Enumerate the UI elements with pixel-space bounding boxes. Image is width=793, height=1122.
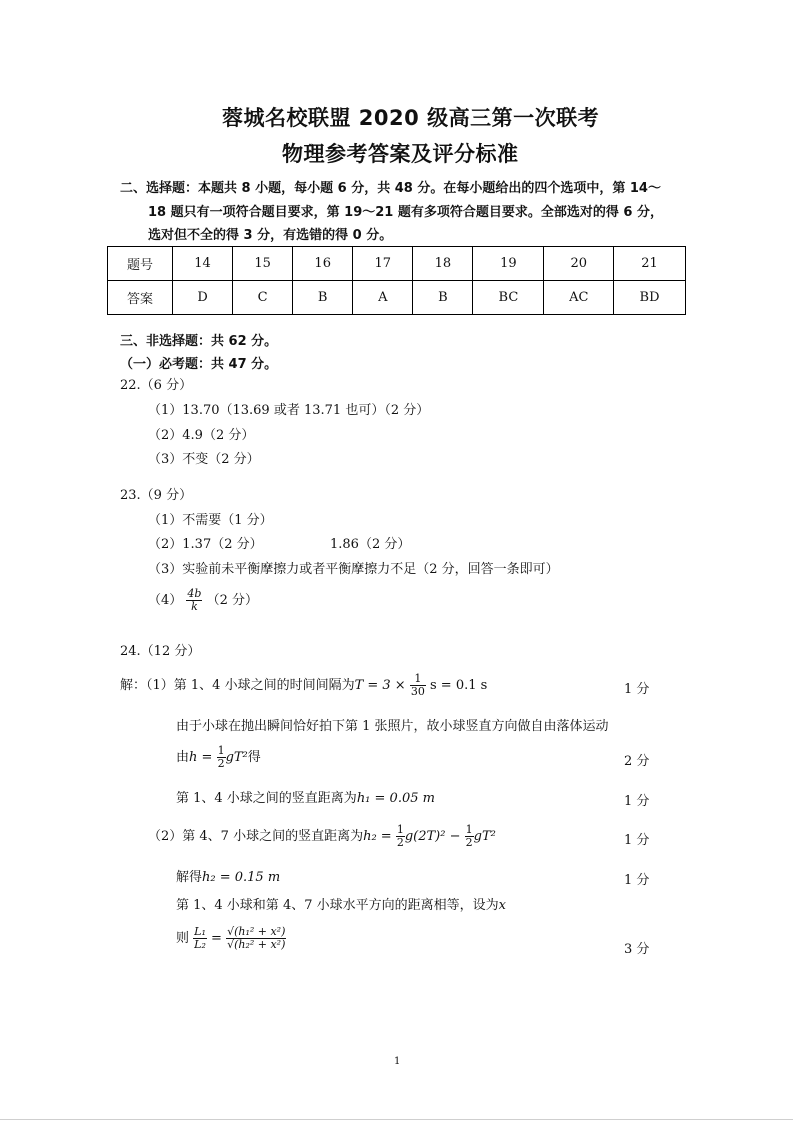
q24-line-8-text: 则 [176,931,190,946]
table-cell-number: 16 [293,247,353,281]
document-subtitle: 物理参考答案及评分标准 [282,142,519,166]
equation-part: h = [189,750,213,765]
section3-title: 三、非选择题：共 62 分。 [120,334,278,349]
document-title: 蓉城名校联盟 2020 级高三第一次联考 [222,106,600,130]
table-cell-number: 20 [544,247,614,281]
section3-subtitle: （一）必考题：共 47 分。 [120,357,278,372]
equation-part: s = 0.1 s [429,678,488,693]
fraction-denominator: 2 [217,757,225,770]
fraction-numerator: 1 [465,823,473,836]
fraction-denominator: √(h₂² + x²) [227,938,286,951]
score-label: 3 分 [624,942,650,957]
section2-line1: 二、选择题：本题共 8 小题，每小题 6 分，共 48 分。在每小题给出的四个选项中，第 14～ [120,181,661,196]
score-label: 1 分 [624,682,650,697]
q24-line-7-text: 第 1、4 小球和第 4、7 小球水平方向的距离相等，设为 [176,898,499,913]
fraction [410,673,426,698]
q24-line-1 [120,673,487,698]
q23-answer-2b: 1.86（2 分） [330,537,411,552]
table-row [108,247,686,281]
section2-line3: 选对但不全的得 3 分，有选错的得 0 分。 [148,228,393,243]
q23-answer-3: （3）实验前未平衡摩擦力或者平衡摩擦力不足（2 分，回答一条即可） [148,562,559,577]
table-cell-label: 答案 [108,281,173,315]
equation-part: h₂ = [363,829,392,844]
table-cell-number: 15 [233,247,293,281]
table-cell-answer: A [353,281,413,315]
q24-heading: 24.（12 分） [120,644,201,659]
table-cell-answer: BC [473,281,544,315]
fraction-denominator: 2 [396,836,404,849]
fraction-numerator: 4b [187,587,202,600]
equation-part: gT² [473,829,496,844]
q24-line-1-text: 解：（1）第 1、4 小球之间的时间间隔为 [120,678,355,693]
fraction-denominator: 30 [410,685,425,698]
table-cell-answer: C [233,281,293,315]
q22-answer-1: （1）13.70（13.69 或者 13.71 也可）（2 分） [148,403,430,418]
equation-part: x [498,898,506,913]
fraction-denominator: k [191,600,198,613]
q24-line-6-text: 解得 [176,870,203,885]
table-cell-answer: B [293,281,353,315]
table-cell-label: 题号 [108,247,173,281]
q24-line-5-text: （2）第 4、7 小球之间的竖直距离为 [148,829,364,844]
fraction [396,824,405,849]
fraction [193,926,207,951]
q23-answer-2a: （2）1.37（2 分） [148,537,263,552]
fraction-denominator: L₂ [194,938,206,951]
q24-line-7 [176,897,506,915]
fraction-numerator: 1 [396,823,404,836]
fraction [465,824,474,849]
table-cell-number: 19 [473,247,544,281]
q24-line-3-text: 得 [247,750,261,765]
table-cell-answer: B [413,281,473,315]
q24-line-6 [176,869,280,887]
fraction-numerator: 1 [410,673,426,686]
q24-line-5 [148,824,496,849]
fraction-numerator: 1 [217,744,225,757]
q23-answer-4-prefix: （4） [148,593,183,608]
fraction-numerator: √(h₁² + x²) [227,925,286,938]
score-label: 2 分 [624,754,650,769]
q23-answer-4-fraction [186,588,202,613]
page-number: 1 [394,1056,401,1067]
fraction-denominator: 2 [465,836,473,849]
q22-heading: 22.（6 分） [120,378,193,393]
q24-line-3 [176,745,261,770]
q23-heading: 23.（9 分） [120,488,193,503]
table-cell-number: 18 [413,247,473,281]
q23-answer-4-suffix: （2 分） [206,593,259,608]
score-label: 1 分 [624,873,650,888]
q24-line-4-text: 第 1、4 小球之间的竖直距离为 [176,791,357,806]
table-cell-number: 21 [614,247,686,281]
q24-line-3-text: 由 [176,750,190,765]
q22-answer-3: （3）不变（2 分） [148,452,260,467]
table-cell-number: 17 [353,247,413,281]
equation-part: T = 3 × [354,678,406,693]
page-bottom-divider [0,1119,793,1120]
q24-line-4 [176,790,435,808]
q24-line-2: 由于小球在抛出瞬间恰好拍下第 1 张照片，故小球竖直方向做自由落体运动 [176,719,609,734]
table-row [108,281,686,315]
fraction [217,745,226,770]
section2-line2: 18 题只有一项符合题目要求，第 19～21 题有多项符合题目要求。全部选对的得 6 分， [148,205,663,220]
table-cell-answer: AC [544,281,614,315]
equation-part: h₂ = 0.15 m [202,870,281,885]
table-cell-number: 14 [173,247,233,281]
score-label: 1 分 [624,833,650,848]
q22-answer-2: （2）4.9（2 分） [148,428,255,443]
q24-line-8: 则 $\frac{\text{L₁}}{\text{L₂}}$ = $\frac{\text{√(h₁² + x²)}}{\text{√(h₂² + x²)}}$ [176,925,286,951]
equation-part: g(2T)² − [404,829,461,844]
q23-answer-1: （1）不需要（1 分） [148,513,273,528]
table-cell-answer: D [173,281,233,315]
equation-part: gT² [225,750,248,765]
q23-answer-4 [148,588,258,613]
fraction-numerator: L₁ [194,925,206,938]
answer-table [107,246,686,315]
equation-part: h₁ = 0.05 m [356,791,435,806]
fraction [226,926,286,951]
table-cell-answer: BD [614,281,686,315]
score-label: 1 分 [624,794,650,809]
